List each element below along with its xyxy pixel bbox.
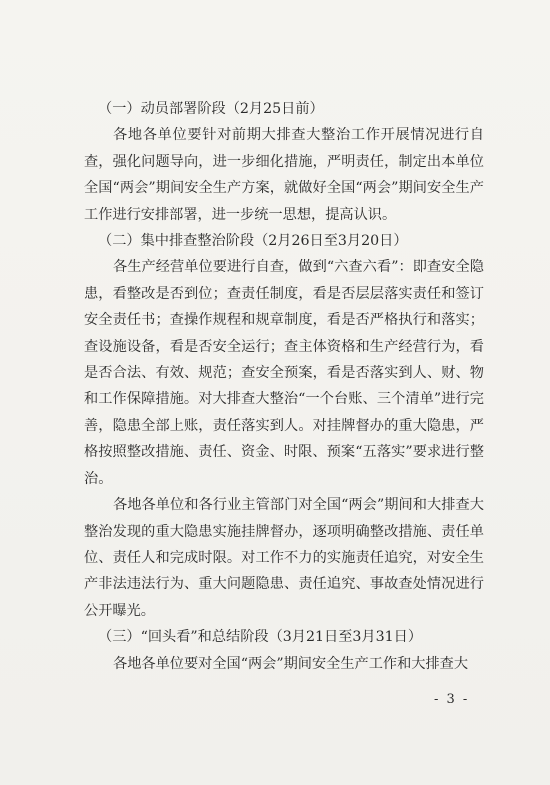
section-3-paragraph-1: 各地各单位要对全国“两会”期间安全生产工作和大排查大 xyxy=(113,655,469,672)
section-heading-1: （一）动员部署阶段（2月25日前） xyxy=(98,101,324,117)
section-heading-2: （二）集中排查整治阶段（2月26日至3月20日） xyxy=(98,233,408,250)
page-number: - 3 - xyxy=(434,692,470,707)
section-2-paragraph-2: 各地各单位和各行业主管部门对全国“两会”期间和大排查大整治发现的重大隐患实施挂牌督办，逐项明确整改措施、责任单位、责任人和完成时限。对工作不力的实施责任追究，对安全生产非法违法行为、重大问题隐患、责任追究、事故查处情况进行公开曝光。 xyxy=(84,497,484,619)
document-body xyxy=(84,96,484,677)
section-heading-3: （三）“回头看”和总结阶段（3月21日至3月31日） xyxy=(98,629,423,646)
section-2-paragraph-1: 各生产经营单位要进行自查，做到“六查六看”：即查安全隐患，看整改是否到位；查责任制度，看是否层层落实责任和签订安全责任书；查操作规程和规章制度，看是否严格执行和落实；查设施设备，看是否安全运行；查主体资格和生产经营行为，看是否合法、有效、规范；查安全预案，看是否落实到人、财、物和工作保障措施。对大排查大整治“一个台账、三个清单”进行完善，隐患全部上账，责任落实到人。对挂牌督办的重大隐患，严格按照整改措施、责任、资金、时限、预案“五落实”要求进行整治。 xyxy=(84,259,484,487)
section-1-paragraph-1: 各地各单位要针对前期大排查大整治工作开展情况进行自查，强化问题导向，进一步细化措施，严明责任，制定出本单位全国“两会”期间安全生产方案，就做好全国“两会”期间安全生产工作进行安排部署，进一步统一思想，提高认识。 xyxy=(84,127,484,223)
